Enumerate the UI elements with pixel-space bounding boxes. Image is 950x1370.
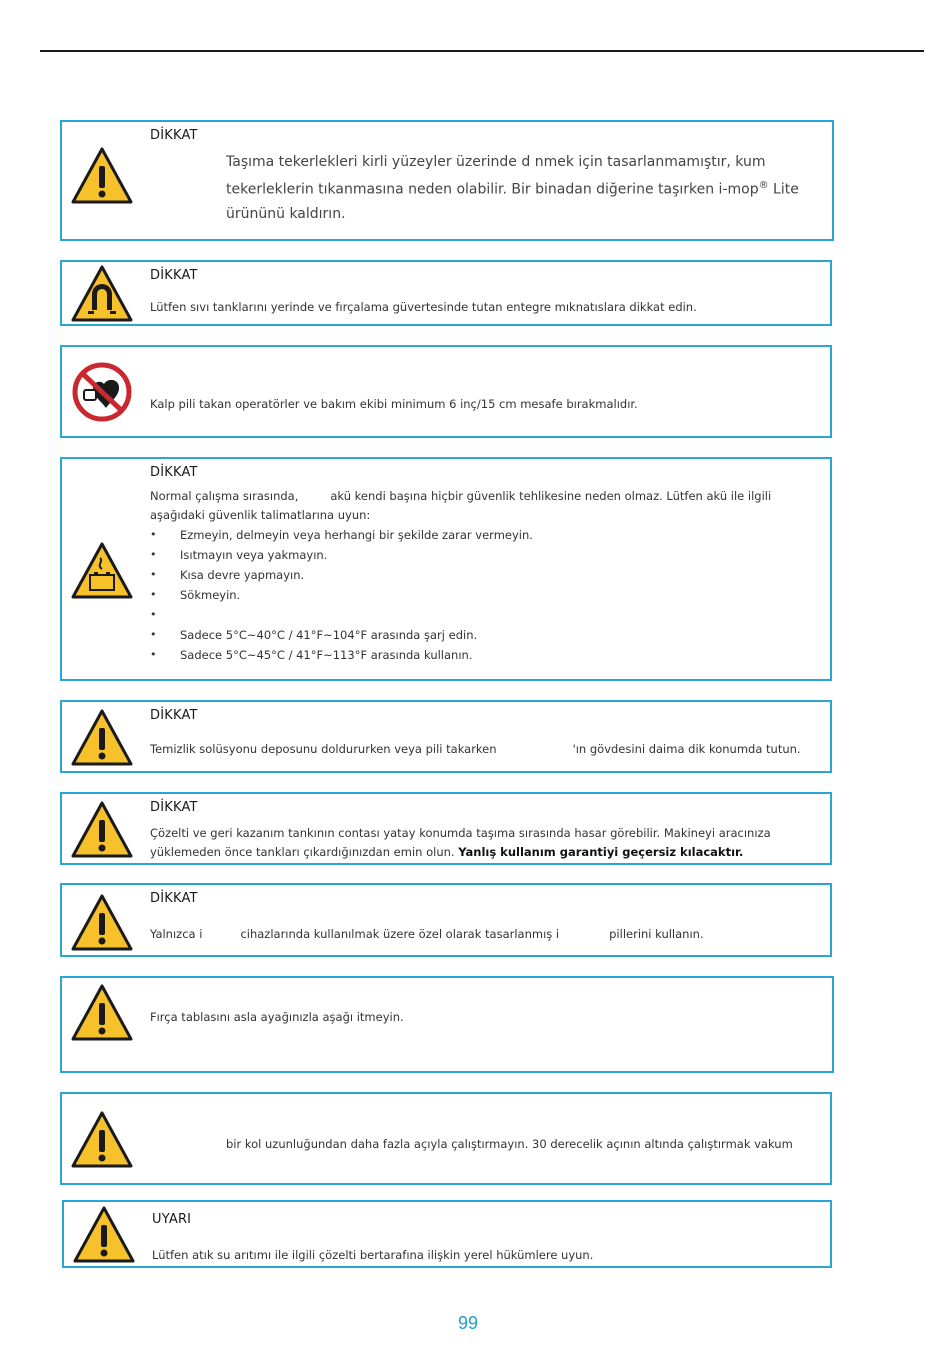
box-text: Lütfen atık su arıtımı ile ilgili çözelti bertarafına ilişkin yerel hükümlere uyun. (152, 1248, 594, 1262)
no-pacemaker-icon (70, 362, 134, 422)
text-span: Yalnızca i (150, 927, 203, 941)
box-title: DİKKAT (150, 708, 198, 723)
text-line (226, 174, 802, 202)
warranty-warning: Yanlış kullanım garantiyi geçersiz kılacaktır. (458, 845, 744, 859)
box-title: DİKKAT (150, 800, 198, 815)
text-span: 'ın gövdesini daima dik konumda tutun. (572, 742, 801, 756)
battery-warning-icon (70, 541, 134, 601)
warning-triangle-icon (70, 146, 134, 206)
box-text (150, 925, 820, 944)
text-span: Normal çalışma sırasında, (150, 489, 299, 503)
text-span: yüklemeden önce tankları çıkardığınızdan emin olun. (150, 845, 455, 859)
box-text (226, 150, 802, 226)
caution-box-batteries (60, 883, 832, 957)
box-text: Kalp pili takan operatörler ve bakım ekibi minimum 6 inç/15 cm mesafe bırakmalıdır. (150, 397, 638, 411)
list-item (150, 605, 820, 625)
page-number: 99 (457, 1313, 479, 1333)
box-title: DİKKAT (150, 128, 198, 143)
box-text: bir kol uzunluğundan daha fazla açıyla çalıştırmayın. 30 derecelik açının altında çalıştırmak vakum (226, 1137, 793, 1151)
box-title: DİKKAT (150, 268, 198, 283)
text-line: Taşıma tekerlekleri kirli yüzeyler üzerinde d nmek için tasarlanmamıştır, kum (226, 154, 766, 170)
list-item: • Kısa devre yapmayın. (150, 565, 820, 585)
list-item: • Sökmeyin. (150, 585, 820, 605)
list-item: • Sadece 5°C~45°C / 41°F~113°F arasında kullanın. (150, 645, 820, 665)
caution-box-tank-seal (60, 792, 832, 865)
warning-triangle-icon (72, 1205, 136, 1265)
warning-triangle-icon (70, 893, 134, 953)
warning-box-waste-water (62, 1200, 832, 1268)
caution-box-transport-wheels (60, 120, 834, 241)
box-text (150, 487, 820, 665)
text-line: Çözelti ve geri kazanım tankının contası yatay konumda taşıma sırasında hasar görebilir. Makineyi aracınıza (150, 826, 771, 840)
text-span: cihazlarında kullanılmak üzere özel olarak tasarlanmış i (240, 927, 560, 941)
list-item: • Ezmeyin, delmeyin veya herhangi bir şekilde zarar vermeyin. (150, 525, 820, 545)
box-title: UYARI (152, 1212, 192, 1227)
box-text (150, 824, 820, 862)
box-title: DİKKAT (150, 891, 198, 906)
text-line (150, 487, 820, 506)
caution-box-upright (60, 700, 832, 773)
warning-triangle-icon (70, 1110, 134, 1170)
list-item: • Isıtmayın veya yakmayın. (150, 545, 820, 565)
caution-box-pacemaker (60, 345, 832, 438)
caution-box-brush-deck (60, 976, 834, 1073)
caution-box-battery (60, 457, 832, 681)
caution-box-magnets (60, 260, 832, 326)
text-span: Temizlik solüsyonu deposunu doldururken veya pili takarken (150, 742, 497, 756)
text-line: aşağıdaki güvenlik talimatlarına uyun: (150, 508, 371, 522)
warning-triangle-icon (70, 800, 134, 860)
magnet-warning-icon (70, 264, 134, 324)
warning-triangle-icon (70, 708, 134, 768)
registered-mark: ® (758, 180, 769, 191)
text-span: pillerini kullanın. (609, 927, 704, 941)
text-span: akü kendi başına hiçbir güvenlik tehlikesine neden olmaz. Lütfen akü ile ilgili (330, 489, 772, 503)
box-text: Lütfen sıvı tanklarını yerinde ve fırçalama güvertesinde tutan entegre mıknatıslara dikkat edin. (150, 300, 697, 314)
box-text: Fırça tablasını asla ayağınızla aşağı itmeyin. (150, 1010, 404, 1024)
box-title: DİKKAT (150, 465, 198, 480)
top-rule (40, 50, 924, 52)
safety-bullet-list (150, 525, 820, 665)
text-span: Lite (768, 181, 799, 198)
box-text (150, 740, 820, 759)
caution-box-angle (60, 1092, 832, 1185)
warning-triangle-icon (70, 983, 134, 1043)
list-item: • Sadece 5°C~40°C / 41°F~104°F arasında şarj edin. (150, 625, 820, 645)
text-span: tekerleklerin tıkanmasına neden olabilir. Bir binadan diğerine taşırken i-mop (226, 181, 759, 198)
text-line: ürününü kaldırın. (226, 205, 346, 222)
text-line (150, 843, 820, 862)
